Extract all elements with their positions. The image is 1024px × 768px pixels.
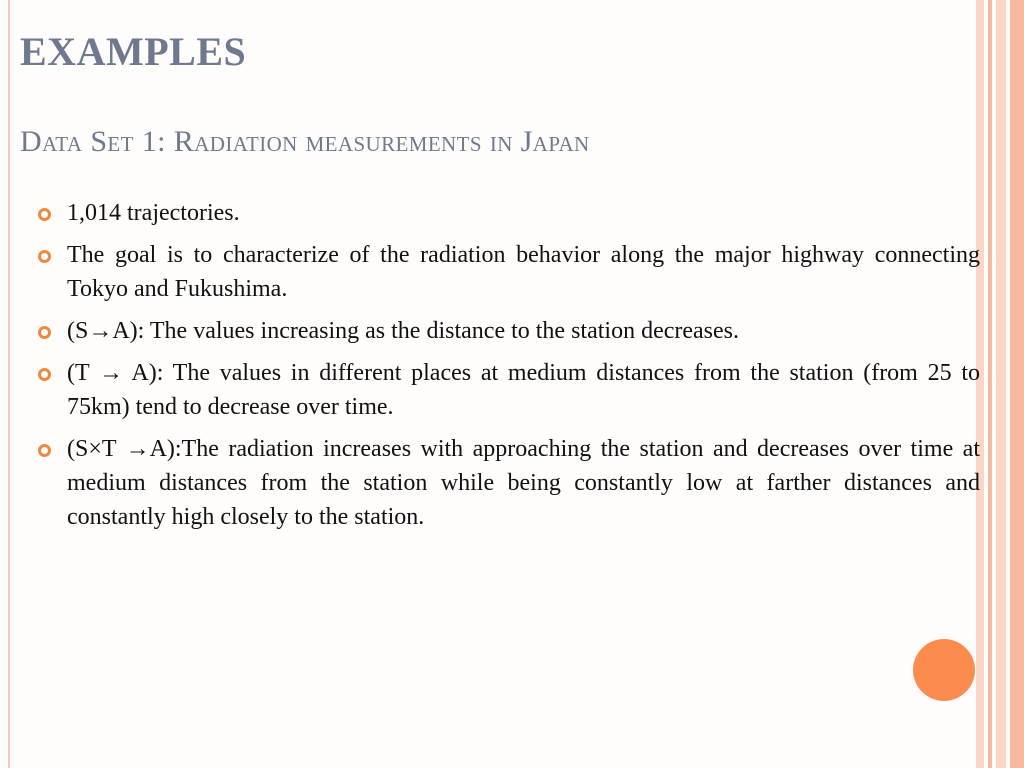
- bullet-item: [38, 238, 980, 306]
- bullet-item: [38, 314, 980, 348]
- bullet-circle-icon: [38, 250, 51, 263]
- stripe-4: [1010, 0, 1024, 768]
- bullet-list: [38, 196, 980, 542]
- bullet-text: (T → A): The values in different places at medium distances from the station (from 25 to 75km) tend to decrease over time.: [67, 360, 980, 420]
- bullet-item: [38, 432, 980, 534]
- slide-title: EXAMPLES: [20, 29, 247, 74]
- bullet-circle-icon: [38, 444, 51, 457]
- slide-subtitle: Data Set 1: Radiation measurements in Japan: [20, 125, 590, 158]
- stripe-3: [996, 0, 1006, 768]
- bullet-text: The goal is to characterize of the radiation behavior along the major highway connecting Tokyo and Fukushima.: [67, 242, 980, 302]
- left-border-line: [8, 0, 10, 768]
- stripe-2: [988, 0, 992, 768]
- bullet-item: [38, 356, 980, 424]
- bullet-item: [38, 196, 980, 230]
- right-decorative-stripes: [976, 0, 1024, 768]
- bullet-text: 1,014 trajectories.: [67, 200, 240, 226]
- bullet-circle-icon: [38, 368, 51, 381]
- bullet-circle-icon: [38, 326, 51, 339]
- bullet-text: (S×T →A):The radiation increases with approaching the station and decreases over time at medium distances from the station while being constantly low at farther distances and constantly high closely to the station.: [67, 436, 980, 530]
- bullet-text: (S→A): The values increasing as the distance to the station decreases.: [67, 318, 740, 344]
- decorative-circle: [913, 639, 975, 701]
- bullet-circle-icon: [38, 208, 51, 221]
